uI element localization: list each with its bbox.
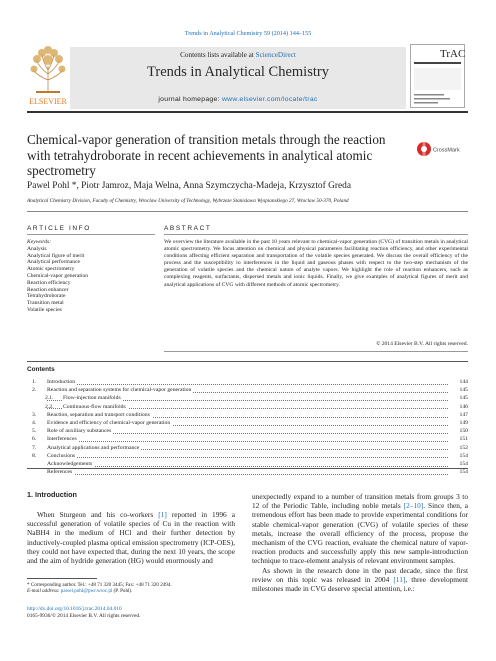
toc-row[interactable]: [27, 468, 468, 476]
journal-reference: Trends in Analytical Chemistry 59 (2014) 144–155: [184, 30, 312, 37]
toc-number: 8.: [32, 452, 37, 459]
abstract-text: We overview the literature available in the past 10 years relevant to chemical-vapor generation (CVG) of transition metals in analytical atomic spectrometry. We focus attention on chemical and physical parameters facilitating reaction efficiency, and other experimental conditions affecting efficient separation and transportation of the volatile species generated. We discuss the overall efficiency of the process and the susceptibility to interferences in the liquid and gaseous phases with respect to the two-step mechanism of the generation of volatile species and the chemical nature of analyte vapors. We highlight the role of reaction enhancers, such as complexing reagents, surfactants, dispersed metals and ionic liquids. Finally, we give examples of analytical figures of merit and analytical applications of CVG with different methods of atomic spectrometry.: [164, 239, 468, 288]
author-list: Pawel Pohl *, Piotr Jamroz, Maja Welna, Anna Szymczycha-Madeja, Krzysztof Greda: [27, 181, 351, 191]
keyword: Analytical performance: [27, 259, 80, 266]
keyword: Analytical figure of merit: [27, 252, 85, 259]
abstract-heading: ABSTRACT: [164, 225, 212, 232]
contents-heading: Contents: [27, 366, 55, 373]
keyword: Reaction enhancer: [27, 286, 69, 293]
homepage-link[interactable]: www.elsevier.com/locate/trac: [221, 96, 318, 103]
citation-link[interactable]: [2–10]: [403, 501, 424, 511]
toc-title[interactable]: Acknowledgements: [47, 460, 93, 467]
citation-link[interactable]: [1]: [158, 510, 167, 519]
toc-number: 6.: [32, 436, 37, 443]
svg-text:ELSEVIER: ELSEVIER: [29, 97, 67, 106]
keyword: Tetrahydroborate: [27, 293, 66, 300]
homepage-prefix: journal homepage:: [158, 96, 222, 103]
toc-row[interactable]: [27, 427, 468, 435]
toc-title[interactable]: References: [47, 469, 73, 476]
toc-page: 146: [459, 403, 468, 410]
toc-title[interactable]: Interferences: [47, 436, 77, 443]
email-suffix: (P. Pohl).: [112, 588, 133, 595]
toc-page: 149: [459, 419, 468, 426]
sciencedirect-link[interactable]: ScienceDirect: [255, 51, 296, 59]
toc-number: 2.2.: [45, 403, 54, 410]
toc-number: 3.: [32, 411, 37, 418]
toc-title[interactable]: Evidence and efficiency of chemical-vapor generation: [47, 419, 171, 426]
section-heading-introduction: 1. Introduction: [27, 490, 77, 499]
toc-leader: [47, 441, 448, 442]
journal-name: Trends in Analytical Chemistry: [147, 64, 329, 80]
email-link[interactable]: pawel.pohl@pwr.wroc.pl: [60, 588, 113, 595]
toc-title[interactable]: Conclusions: [47, 452, 76, 459]
citation-link[interactable]: [11]: [393, 574, 406, 584]
elsevier-logo: [28, 44, 68, 108]
toc-row[interactable]: [27, 378, 468, 386]
contents-bottom-divider: [27, 468, 468, 469]
abstract-copyright: © 2014 Elsevier B.V. All rights reserved.: [376, 341, 468, 347]
toc-number: 7.: [32, 444, 37, 451]
article-info-heading: ARTICLE INFO: [27, 225, 91, 232]
toc-leader: [47, 466, 448, 467]
toc-title[interactable]: Reaction, separation and transport conditions: [47, 411, 150, 418]
intro-paragraph-right-1: unexpectedly expand to a number of transition metals from groups 3 to 12 of the Periodic Table, including noble metals [2–10]. Since then, a tremendous effort has been made to provide experimental conditions for stable chemical-vapor generation (CVG) of volatile species of these metals, increase the overall efficiency of the process, propose the mechanism of the CVG reaction, evaluate the chemical nature of vapor-reaction products and successfully apply this new sample-introduction technique to trace-element analysis of relevant environment samples.: [252, 492, 468, 566]
toc-title[interactable]: Flow-injection manifolds: [63, 395, 121, 402]
toc-row[interactable]: [27, 411, 468, 419]
keyword: Atomic spectrometry: [27, 266, 75, 273]
toc-title[interactable]: Role of auxiliary substances: [47, 428, 112, 435]
intro-paragraph-left: When Sturgeon and his co-workers [1] reported in 1996 a successful generation of volatile species of Cu in the reaction with NaBH4 in the medium of HCl and their further detection by inductively-coupled plasma optical emission spectrometry (ICP-OES), they could not have expected that, during the next 10 years, the scope and the aim of hydride generation (HG) would enormously and: [27, 510, 235, 566]
keyword: Chemical-vapor generation: [27, 272, 89, 279]
toc-page: 154: [459, 452, 468, 459]
table-of-contents: [27, 378, 468, 476]
footnote-divider: [27, 578, 97, 579]
corresponding-author-note: * Corresponding author. Tel.: +48 71 320 3445; Fax: +48 71 320 2494.: [27, 582, 172, 588]
issn-line: 0165-9936/© 2014 Elsevier B.V. All rights reserved.: [27, 613, 141, 619]
intro-paragraph-right-2: As shown in the research done in the past decade, since the first review on this topic was released in 2004 [11], three development milestones made in CVG deserve special attention, i.e.:: [252, 565, 468, 594]
footnote: [27, 582, 235, 595]
journal-homepage: [70, 96, 406, 103]
keyword: Analysis: [27, 245, 47, 252]
doi-link[interactable]: http://dx.doi.org/10.1016/j.trac.2014.04.010: [27, 606, 122, 612]
contents-prefix: Contents lists available at: [180, 51, 256, 59]
toc-row[interactable]: [27, 452, 468, 460]
toc-leader: [47, 457, 448, 458]
toc-number: 4.: [32, 419, 37, 426]
toc-row[interactable]: [27, 419, 468, 427]
toc-title[interactable]: Analytical applications and performance: [47, 444, 140, 451]
email-label: E-mail address:: [27, 588, 61, 595]
toc-row[interactable]: [27, 435, 468, 443]
body-right-column: [252, 492, 468, 593]
toc-page: 147: [459, 411, 468, 418]
toc-leader: [47, 474, 448, 475]
toc-page: 152: [459, 444, 468, 451]
header-divider: [27, 111, 468, 113]
toc-leader: [47, 384, 448, 385]
toc-page: 150: [459, 428, 468, 435]
toc-row[interactable]: [27, 403, 468, 411]
crossmark-icon[interactable]: [416, 139, 466, 159]
toc-number: 2.1.: [45, 395, 54, 402]
svg-text:TrAC: TrAC: [440, 48, 465, 60]
abstract-bottom-divider: [164, 351, 468, 352]
toc-row[interactable]: [27, 460, 468, 468]
toc-title[interactable]: Continuous-flow manifolds: [63, 403, 126, 410]
keywords-list: [27, 239, 155, 314]
toc-row[interactable]: [27, 444, 468, 452]
article-title: Chemical-vapor generation of transition metals through the reaction with tetrahydroborate in recent achievements in analytical atomic spectrometry: [27, 132, 386, 178]
toc-page: 145: [459, 395, 468, 402]
contents-availability: [70, 51, 406, 59]
toc-number: 5.: [32, 428, 37, 435]
toc-page: 145: [459, 387, 468, 394]
toc-title[interactable]: Introduction: [47, 379, 76, 385]
affiliation: Analytical Chemistry Division, Faculty of Chemistry, Wroclaw University of Technology, Wybrzeze Stanislawa Wyspianskiego 27, Wroclaw 50-370, Poland: [27, 198, 349, 204]
toc-page: 154: [459, 469, 468, 476]
email-line: [27, 588, 235, 594]
title-divider: [27, 211, 468, 212]
toc-row[interactable]: [27, 394, 468, 402]
toc-row[interactable]: [27, 386, 468, 394]
keywords-label: Keywords:: [27, 239, 52, 245]
toc-number: 1.: [32, 379, 37, 385]
doi-block: [27, 606, 140, 620]
keyword: Reaction efficiency: [27, 279, 71, 286]
contents-top-divider: [27, 361, 468, 362]
journal-cover: [410, 44, 465, 108]
toc-title[interactable]: Reaction and separation systems for chemical-vapor generation: [47, 387, 192, 394]
toc-page: 144: [459, 379, 468, 385]
keyword: Transition metal: [27, 300, 64, 307]
article-info-divider: [27, 234, 155, 235]
toc-page: 151: [459, 436, 468, 443]
toc-number: 2.: [32, 387, 37, 394]
svg-text:CrossMark: CrossMark: [433, 147, 460, 154]
toc-page: 154: [459, 460, 468, 467]
keyword: Volatile species: [27, 306, 62, 313]
abstract-divider: [164, 234, 468, 235]
